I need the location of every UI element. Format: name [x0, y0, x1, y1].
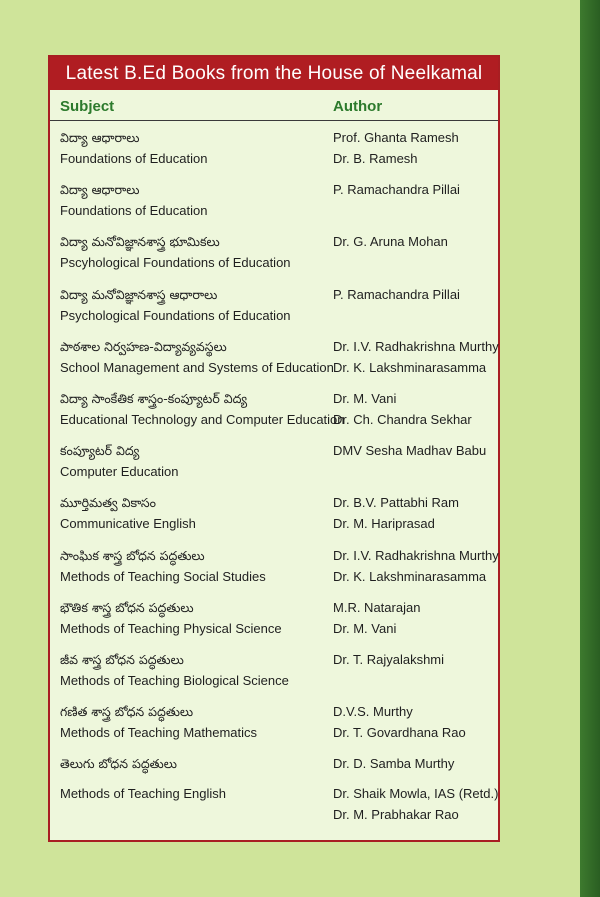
english-title: Methods of Teaching Biological Science	[60, 672, 289, 688]
author-name: Dr. B.V. Pattabhi Ram	[333, 495, 459, 511]
english-title: Foundations of Education	[60, 151, 208, 166]
book-rows	[50, 121, 498, 838]
english-title: Communicative English	[60, 516, 196, 532]
english-title: Pscyhological Foundations of Education	[60, 255, 291, 271]
telugu-title: విద్యా సాంకేతిక శాస్త్రం-కంప్యూటర్ విద్య	[60, 390, 248, 406]
telugu-title: సాంఘిక శాస్త్ర బోధన పద్ధతులు	[60, 547, 205, 563]
table-row	[50, 548, 498, 600]
author-name: Dr. Shaik Mowla, IAS (Retd.)	[333, 786, 499, 802]
telugu-title: విద్యా మనోవిజ్ఞానశాస్త్ర ఆధారాలు	[60, 286, 218, 302]
book-list-panel	[48, 55, 500, 842]
table-row	[50, 182, 498, 234]
author-name: Dr. M. Vani	[333, 390, 397, 406]
author-name: DMV Sesha Madhav Babu	[333, 443, 487, 459]
author-name: Dr. M. Prabhakar Rao	[333, 807, 459, 823]
english-title: Psychological Foundations of Education	[60, 307, 291, 323]
banner-title: Latest B.Ed Books from the House of Neelkamal	[50, 57, 498, 90]
book-spine	[580, 0, 600, 897]
telugu-title: తెలుగు బోధన పద్ధతులు	[60, 756, 177, 772]
author-name: Dr. I.V. Radhakrishna Murthy	[333, 338, 499, 354]
telugu-title: విద్యా ఆధారాలు	[60, 182, 140, 198]
author-name: Dr. Ch. Chandra Sekhar	[333, 411, 472, 427]
english-title: Educational Technology and Computer Education	[60, 411, 345, 427]
author-name: Dr. I.V. Radhakrishna Murthy	[333, 547, 499, 563]
telugu-title: గణిత శాస్త్ర బోధన పద్ధతులు	[60, 704, 194, 720]
subject-header: Subject	[60, 98, 115, 115]
table-row	[50, 652, 498, 704]
english-title: Methods of Teaching Physical Science	[60, 620, 282, 636]
author-name: Dr. G. Aruna Mohan	[333, 234, 448, 250]
table-row	[50, 495, 498, 547]
telugu-title: పాఠశాల నిర్వహణ-విద్యావ్యవస్థలు	[60, 338, 227, 354]
table-header	[50, 90, 498, 121]
table-row	[50, 391, 498, 443]
author-name: Dr. K. Lakshminarasamma	[333, 568, 487, 584]
telugu-title: భౌతిక శాస్త్ర బోధన పద్ధతులు	[60, 599, 194, 615]
english-title: Methods of Teaching Social Studies	[60, 568, 266, 584]
table-row	[50, 234, 498, 286]
english-title: Methods of Teaching English	[60, 786, 226, 802]
author-name: Dr. M. Vani	[333, 620, 397, 636]
author-name: Prof. Ghanta Ramesh	[333, 130, 459, 145]
author-name: Dr. M. Hariprasad	[333, 516, 435, 532]
table-row	[50, 443, 498, 495]
telugu-title: మూర్తిమత్వ వికాసం	[60, 495, 157, 511]
table-row	[50, 600, 498, 652]
author-name: Dr. B. Ramesh	[333, 151, 418, 166]
author-name: Dr. T. Govardhana Rao	[333, 725, 466, 741]
telugu-title: కంప్యూటర్ విద్య	[60, 443, 140, 459]
english-title: Methods of Teaching Mathematics	[60, 725, 258, 741]
author-name: P. Ramachandra Pillai	[333, 286, 460, 302]
telugu-title: విద్యా ఆధారాలు	[60, 130, 140, 145]
author-name: D.V.S. Murthy	[333, 704, 413, 720]
author-name: M.R. Natarajan	[333, 599, 421, 615]
table-row	[50, 704, 498, 756]
table-row	[50, 786, 498, 838]
table-row	[50, 756, 498, 786]
english-title: School Management and Systems of Education	[60, 359, 334, 375]
table-row	[50, 287, 498, 339]
english-title: Computer Education	[60, 464, 179, 480]
english-title: Foundations of Education	[60, 203, 208, 219]
author-name: Dr. D. Samba Murthy	[333, 756, 455, 772]
author-name: Dr. T. Rajyalakshmi	[333, 651, 445, 667]
telugu-title: విద్యా మనోవిజ్ఞానశాస్త్ర భూమికలు	[60, 234, 220, 250]
table-row	[50, 130, 498, 182]
author-header: Author	[333, 98, 383, 115]
telugu-title: జీవ శాస్త్ర బోధన పద్ధతులు	[60, 651, 184, 667]
author-name: P. Ramachandra Pillai	[333, 182, 460, 198]
author-name: Dr. K. Lakshminarasamma	[333, 359, 487, 375]
table-row	[50, 339, 498, 391]
